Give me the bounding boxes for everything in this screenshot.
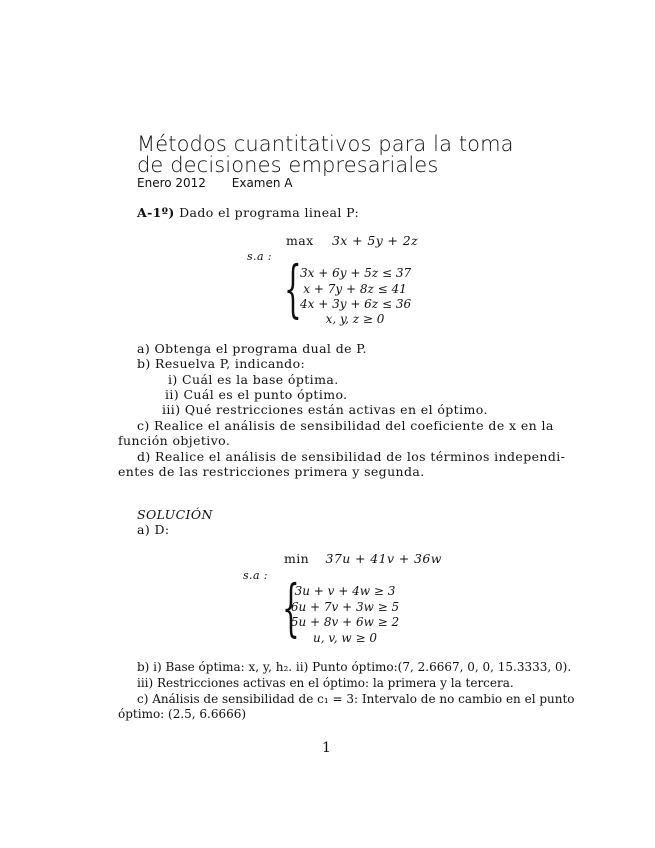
question-a: a) Obtenga el programa dual de P.	[137, 341, 367, 356]
question-d-line-2: entes de las restricciones primera y segunda.	[118, 464, 425, 479]
primal-brace: {	[284, 252, 302, 325]
document-title-line-1: Métodos cuantitativos para la toma	[137, 132, 514, 156]
dual-constraint-2: 6u + 7v + 3w ≥ 5	[290, 600, 400, 614]
dual-constraint-nonneg: u, v, w ≥ 0	[313, 631, 377, 645]
problem-intro	[137, 205, 359, 220]
exam-version: Examen A	[231, 176, 293, 190]
dual-constraint-3: 5u + 8v + 6w ≥ 2	[290, 615, 400, 629]
question-b-i: i) Cuál es la base óptima.	[168, 372, 339, 387]
exam-date: Enero 2012	[137, 176, 206, 190]
dual-objective	[284, 551, 442, 566]
question-b: b) Resuelva P, indicando:	[137, 356, 306, 371]
question-d-line-1: d) Realice el análisis de sensibilidad de los términos independi-	[137, 449, 566, 464]
exam-meta	[137, 176, 315, 190]
solution-b-line: b) i) Base óptima: x, y, h₂. ii) Punto óptimo:(7, 2.6667, 0, 0, 15.3333, 0).	[137, 660, 572, 674]
primal-constraint-nonneg: x, y, z ≥ 0	[325, 312, 385, 326]
solution-heading: SOLUCIÓN	[137, 507, 213, 522]
question-b-iii: iii) Qué restricciones están activas en el óptimo.	[162, 402, 488, 417]
primal-subject-to: s.a :	[247, 250, 272, 263]
question-c-line-2: función objetivo.	[118, 433, 231, 448]
primal-objective	[286, 233, 418, 248]
solution-iii-line: iii) Restricciones activas en el óptimo: la primera y la tercera.	[137, 676, 514, 690]
dual-brace: {	[282, 571, 300, 644]
question-b-ii: ii) Cuál es el punto óptimo.	[165, 387, 348, 402]
document-title-line-2: de decisiones empresariales	[137, 153, 439, 177]
problem-label: A-1º)	[137, 205, 175, 220]
primal-constraint-2: x + 7y + 8z ≤ 41	[303, 282, 407, 296]
solution-c-line-2: óptimo: (2.5, 6.6666)	[118, 707, 247, 721]
solution-c-line-1: c) Análisis de sensibilidad de c₁ = 3: Intervalo de no cambio en el punto	[137, 692, 575, 706]
dual-objective-expr: 37u + 41v + 36w	[325, 551, 442, 566]
solution-a-label: a) D:	[137, 522, 170, 537]
dual-constraint-1: 3u + v + 4w ≥ 3	[294, 584, 396, 598]
primal-constraint-3: 4x + 3y + 6z ≤ 36	[300, 297, 412, 311]
primal-objective-expr: 3x + 5y + 2z	[331, 233, 419, 248]
primal-max-keyword: max	[286, 233, 314, 248]
primal-constraint-1: 3x + 6y + 5z ≤ 37	[300, 266, 412, 280]
question-c-line-1: c) Realice el análisis de sensibilidad del coeficiente de x en la	[137, 418, 554, 433]
dual-min-keyword: min	[284, 551, 310, 566]
dual-subject-to: s.a :	[243, 569, 268, 582]
page-number: 1	[322, 740, 331, 756]
problem-intro-text: Dado el programa lineal P:	[179, 205, 360, 220]
